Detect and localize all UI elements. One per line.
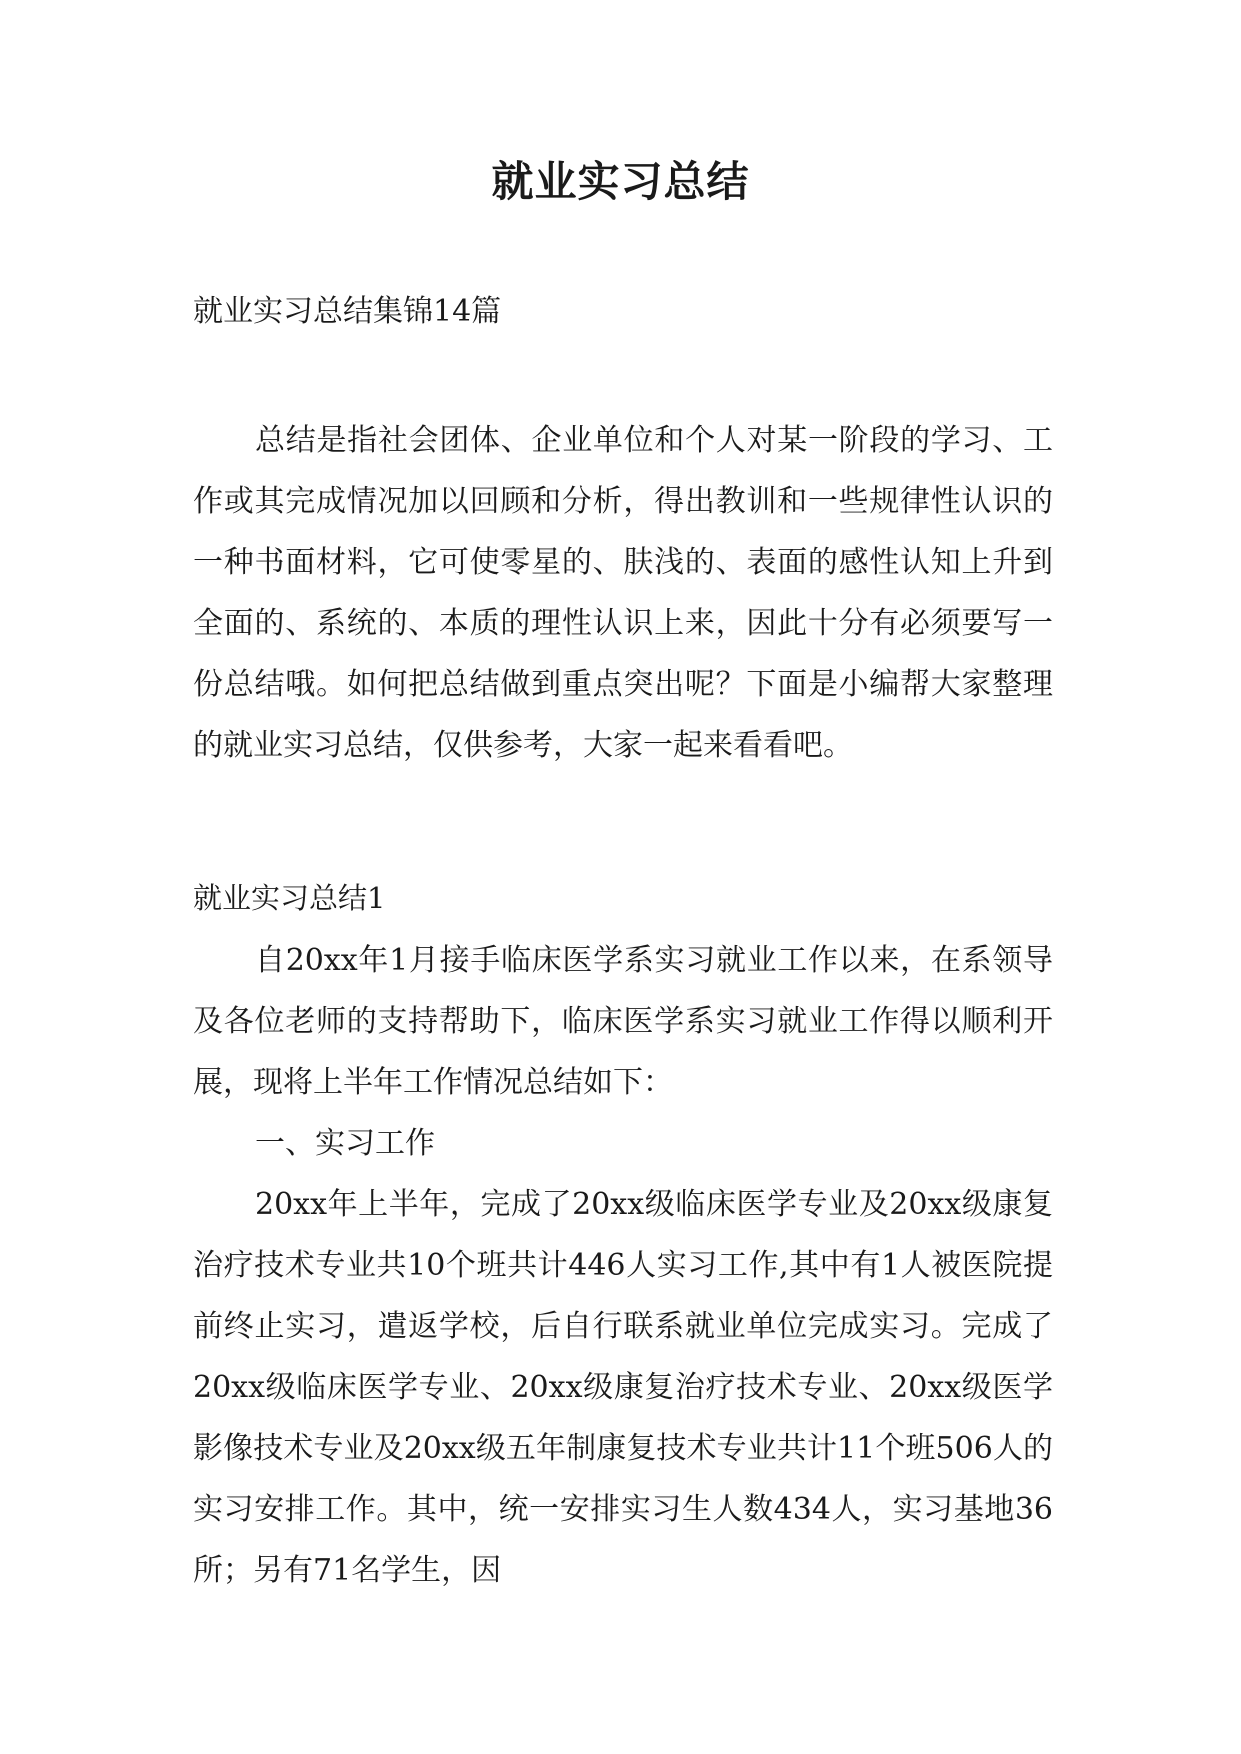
section-heading: 就业实习总结1 <box>193 881 386 915</box>
document-title: 就业实习总结 <box>491 157 750 206</box>
body-paragraph: 自20xx年1月接手临床医学系实习就业工作以来，在系领导及各位老师的支持帮助下，临床医学系实习就业工作得以顺利开展，现将上半年工作情况总结如下： <box>193 943 1053 1100</box>
document-subtitle: 就业实习总结集锦14篇 <box>193 294 502 329</box>
intro-paragraph: 总结是指社会团体、企业单位和个人对某一阶段的学习、工作或其完成情况加以回顾和分析，得出教训和一些规律性认识的一种书面材料，它可使零星的、肤浅的、表面的感性认知上升到全面的、系统的、本质的理性认识上来，因此十分有必须要写一份总结哦。如何把总结做到重点突出呢？下面是小编帮大家整理的就业实习总结，仅供参考，大家一起来看看吧。 <box>193 423 1053 763</box>
body-paragraph: 20xx年上半年，完成了20xx级临床医学专业及20xx级康复治疗技术专业共10个班共计446人实习工作,其中有1人被医院提前终止实习，遣返学校，后自行联系就业单位完成实习。完成了20xx级临床医学专业、20xx级康复治疗技术专业、20xx级医学影像技术专业及20xx级五年制康复技术专业共计11个班506人的实习安排工作。其中，统一安排实习生人数434人，实习基地36所；另有71名学生，因 <box>193 1187 1053 1588</box>
subsection-heading: 一、实习工作 <box>255 1126 435 1161</box>
